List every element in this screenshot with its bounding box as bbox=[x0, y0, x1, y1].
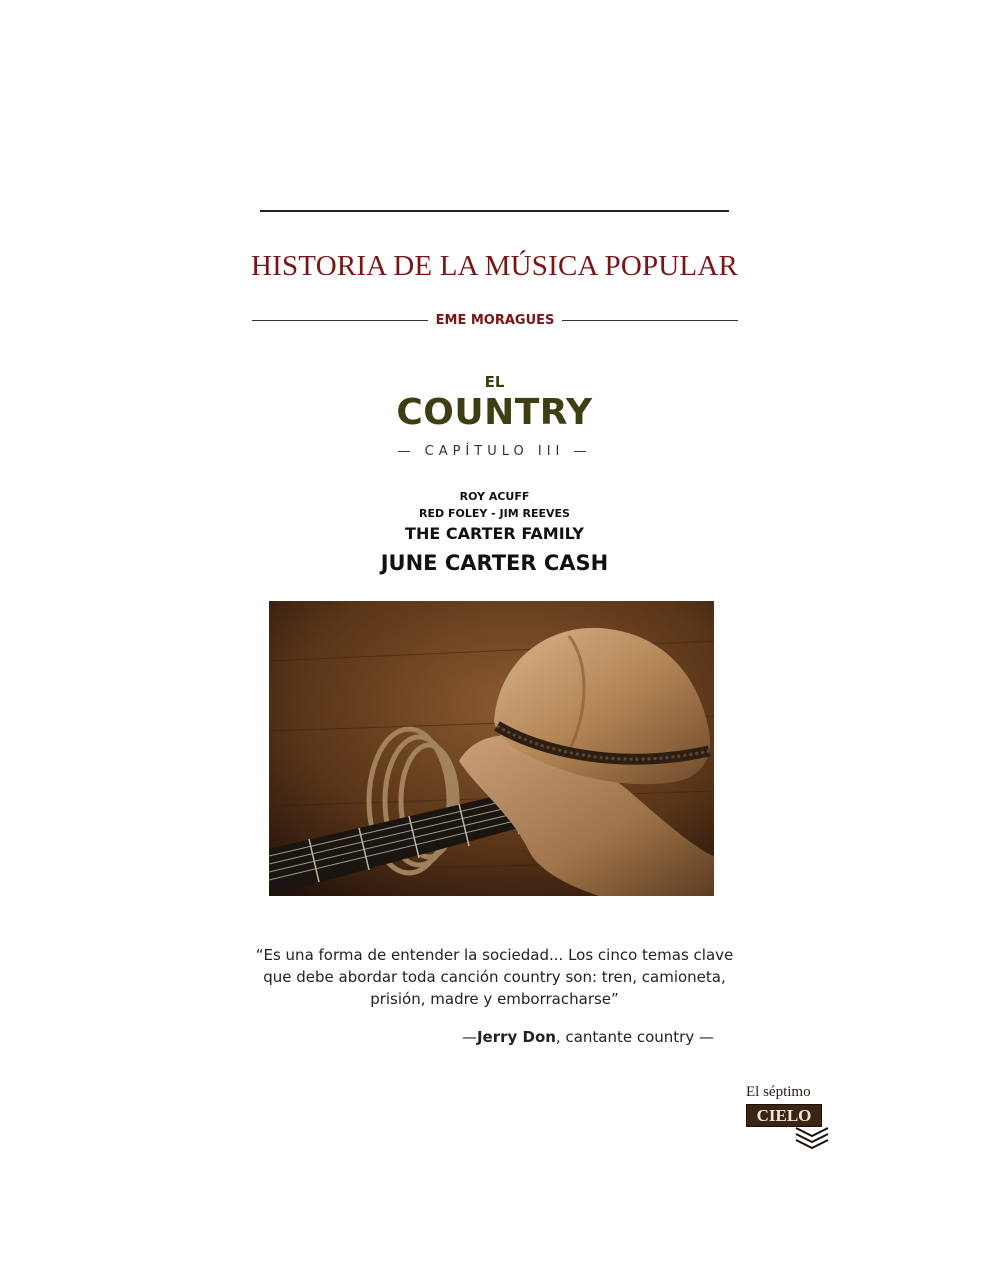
artist-4: JUNE CARTER CASH bbox=[380, 551, 609, 575]
cowboy-hat-guitar-illustration bbox=[269, 601, 714, 896]
artist-3: THE CARTER FAMILY bbox=[405, 524, 584, 543]
author-row bbox=[252, 309, 738, 331]
artist-1: ROY ACUFF bbox=[459, 490, 530, 503]
attribution-dash: — bbox=[461, 1028, 477, 1046]
cover-photo bbox=[269, 601, 714, 896]
chapter-label: — CAPÍTULO III — bbox=[397, 444, 592, 459]
author-rule-right bbox=[562, 320, 738, 321]
top-rule bbox=[260, 210, 729, 212]
quote-attribution bbox=[400, 1028, 714, 1046]
logo-line2: CIELO bbox=[746, 1104, 822, 1127]
artist-2: RED FOLEY - JIM REEVES bbox=[419, 507, 570, 520]
quote-author: Jerry Don bbox=[476, 1028, 556, 1046]
author-name: EME MORAGUES bbox=[435, 312, 555, 328]
author-rule-left bbox=[252, 320, 428, 321]
main-title: COUNTRY bbox=[396, 392, 593, 433]
logo-chevrons-icon bbox=[744, 1084, 836, 1154]
series-title: HISTORIA DE LA MÚSICA POPULAR bbox=[250, 250, 739, 282]
quote-author-role: , cantante country — bbox=[555, 1028, 714, 1046]
title-prefix: EL bbox=[484, 373, 505, 391]
publisher-logo bbox=[744, 1084, 836, 1154]
logo-line1: El séptimo bbox=[746, 1084, 811, 1100]
quote-text: “Es una forma de entender la sociedad... Los cinco temas clave que debe abordar toda canción country son: tren, camioneta, prisión, madre y emborracharse” bbox=[255, 946, 734, 1008]
